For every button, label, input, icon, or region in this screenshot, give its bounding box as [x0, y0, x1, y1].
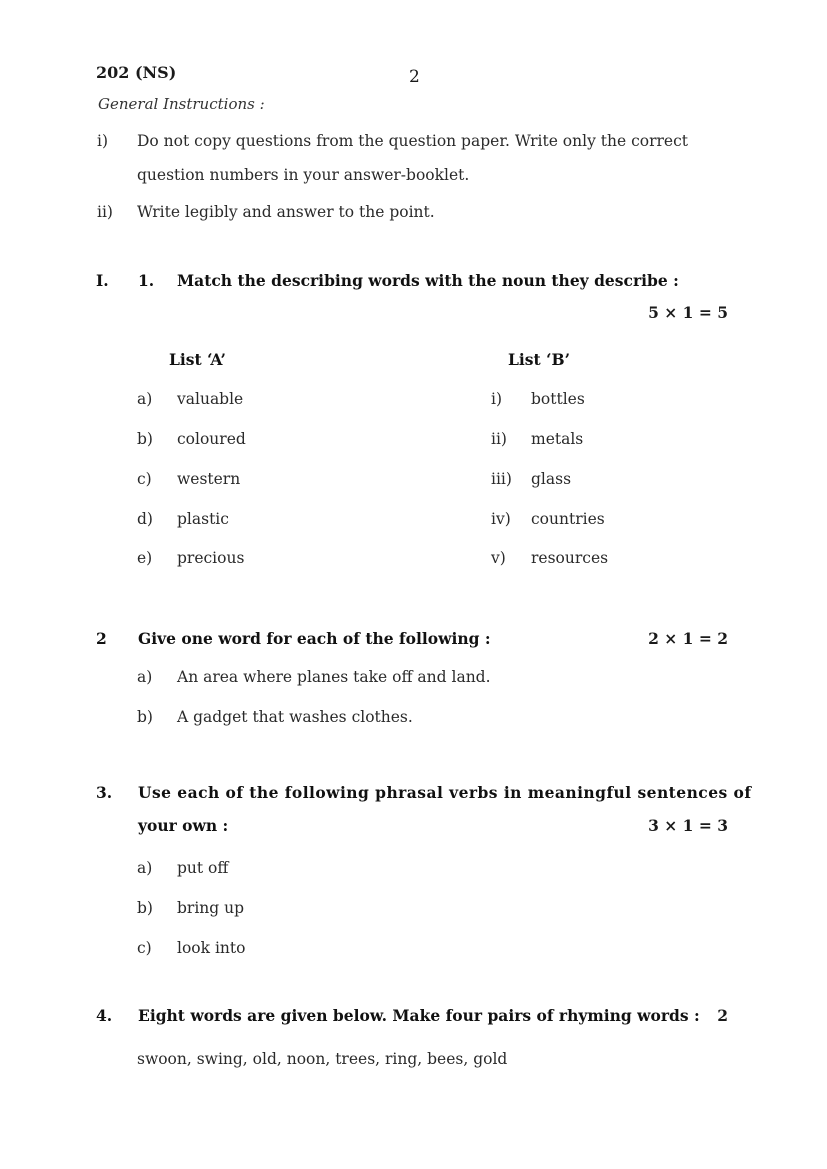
list-b-item: metals — [531, 430, 584, 448]
list-a-item: valuable — [177, 390, 244, 408]
list-b-title: List ‘B’ — [508, 350, 570, 369]
question-text-continued: your own : — [138, 816, 229, 835]
instruction-number: ii) — [97, 203, 113, 221]
list-a-item: plastic — [177, 510, 229, 528]
item-label: c) — [137, 939, 152, 957]
page-number: 2 — [409, 67, 420, 87]
list-a-label: e) — [137, 549, 153, 567]
list-b-item: bottles — [531, 390, 585, 408]
item-text: A gadget that washes clothes. — [177, 708, 413, 726]
item-text: look into — [177, 939, 246, 957]
list-b-label: ii) — [491, 430, 507, 448]
question-number: 4. — [96, 1006, 113, 1025]
question-number: 2 — [96, 629, 107, 648]
question-marks: 5 × 1 = 5 — [648, 303, 728, 322]
list-a-title: List ‘A’ — [169, 350, 226, 369]
question-text: Eight words are given below. Make four pairs of rhyming words : — [138, 1006, 700, 1025]
instruction-text: Write legibly and answer to the point. — [137, 203, 435, 221]
item-label: b) — [137, 708, 153, 726]
instructions-heading: General Instructions : — [98, 95, 265, 113]
instruction-number: i) — [97, 132, 109, 150]
question-number: 3. — [96, 783, 113, 802]
instruction-text-continued: question numbers in your answer-booklet. — [137, 166, 470, 184]
item-text: put off — [177, 859, 229, 877]
rhyming-words: swoon, swing, old, noon, trees, ring, bees, gold — [137, 1050, 508, 1068]
list-a-label: c) — [137, 470, 152, 488]
item-text: bring up — [177, 899, 245, 917]
question-marks: 3 × 1 = 3 — [648, 816, 728, 835]
item-label: a) — [137, 859, 153, 877]
list-b-item: glass — [531, 470, 572, 488]
list-b-label: v) — [491, 549, 506, 567]
section-number: I. — [96, 271, 109, 290]
list-b-item: resources — [531, 549, 609, 567]
list-b-item: countries — [531, 510, 605, 528]
question-text: Match the describing words with the noun they describe : — [177, 271, 679, 290]
question-marks: 2 × 1 = 2 — [648, 629, 728, 648]
list-a-item: western — [177, 470, 241, 488]
list-b-label: iv) — [491, 510, 511, 528]
question-marks: 2 — [717, 1006, 728, 1025]
item-text: An area where planes take off and land. — [177, 668, 491, 686]
list-a-label: d) — [137, 510, 153, 528]
instruction-text: Do not copy questions from the question paper. Write only the correct — [137, 132, 688, 150]
list-a-item: coloured — [177, 430, 246, 448]
list-a-label: b) — [137, 430, 153, 448]
question-number: 1. — [138, 271, 155, 290]
question-text: Give one word for each of the following : — [138, 629, 491, 648]
question-text: Use each of the following phrasal verbs in meaningful sentences of — [138, 783, 752, 802]
item-label: b) — [137, 899, 153, 917]
list-a-item: precious — [177, 549, 245, 567]
list-a-label: a) — [137, 390, 153, 408]
paper-code: 202 (NS) — [96, 63, 177, 82]
list-b-label: i) — [491, 390, 503, 408]
item-label: a) — [137, 668, 153, 686]
list-b-label: iii) — [491, 470, 512, 488]
